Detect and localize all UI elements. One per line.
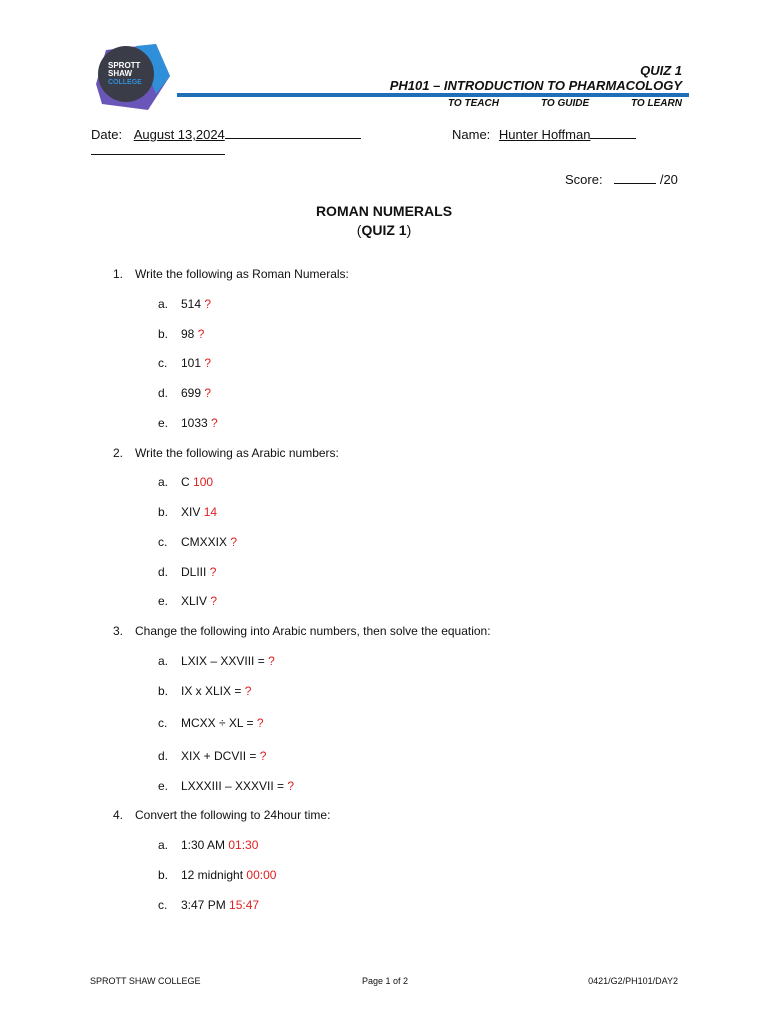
item-text: IX x XLIX = (181, 684, 242, 698)
date-underline (225, 127, 361, 139)
score-row (565, 172, 678, 187)
question-text: Write the following as Roman Numerals: (135, 267, 349, 281)
item-answer[interactable]: 01:30 (228, 838, 259, 852)
subtitle-text: QUIZ 1 (361, 222, 407, 238)
item-text: 3:47 PM (181, 898, 226, 912)
question-3 (113, 624, 491, 638)
date-row (91, 127, 361, 142)
name-value[interactable]: Hunter Hoffman (498, 127, 591, 142)
item-text: XIX + DCVII = (181, 749, 257, 763)
item-letter: a. (158, 475, 169, 489)
item-letter: d. (158, 749, 169, 763)
list-item (158, 535, 237, 549)
item-answer[interactable]: ? (204, 386, 212, 400)
item-text: 98 (181, 327, 195, 341)
logo-text-2: SHAW (108, 69, 132, 78)
date-label: Date: (91, 127, 123, 142)
item-text: LXIX – XXVIII = (181, 654, 265, 668)
list-item (158, 356, 211, 370)
item-answer[interactable]: ? (211, 416, 218, 430)
list-item (158, 565, 216, 579)
question-2 (113, 446, 339, 460)
page-title: ROMAN NUMERALS (315, 203, 453, 219)
question-4 (113, 808, 330, 822)
item-letter: b. (158, 684, 169, 698)
subtitle-close-paren: ) (406, 222, 412, 238)
name-underline (590, 127, 636, 139)
item-text: 101 (181, 356, 202, 370)
list-item (158, 898, 259, 912)
college-logo (96, 44, 170, 110)
name-label: Name: (452, 127, 491, 142)
item-answer[interactable]: ? (259, 749, 267, 763)
item-letter: a. (158, 297, 169, 311)
course-title: PH101 – INTRODUCTION TO PHARMACOLOGY (389, 78, 682, 93)
logo-text-1: SPROTT (108, 61, 141, 70)
date-continuation-line (91, 154, 225, 155)
item-text: 699 (181, 386, 202, 400)
page-subtitle (0, 222, 768, 238)
list-item (158, 779, 294, 793)
item-letter: a. (158, 654, 169, 668)
question-number: 3. (113, 624, 124, 638)
quiz-label: QUIZ 1 (640, 63, 682, 78)
item-text: DLIII (181, 565, 207, 579)
score-blank[interactable] (614, 172, 656, 184)
item-answer[interactable]: ? (244, 684, 252, 698)
question-number: 1. (113, 267, 124, 281)
item-answer[interactable]: 100 (193, 475, 214, 489)
item-letter: c. (158, 535, 168, 549)
subtitle-open-paren: ( (356, 222, 362, 238)
list-item (158, 416, 218, 430)
item-text: CMXXIX (181, 535, 228, 549)
item-letter: e. (158, 416, 169, 430)
question-text: Write the following as Arabic numbers: (135, 446, 339, 460)
score-label: Score: (565, 172, 603, 187)
question-text: Change the following into Arabic numbers, then solve the equation: (135, 624, 491, 638)
header-rule (177, 93, 689, 97)
question-text: Convert the following to 24hour time: (135, 808, 331, 822)
question-1 (113, 267, 349, 281)
list-item (158, 838, 258, 852)
list-item (158, 475, 213, 489)
item-letter: e. (158, 779, 169, 793)
logo-text-3: COLLEGE (108, 79, 142, 86)
item-letter: b. (158, 327, 169, 341)
item-answer[interactable]: 15:47 (229, 898, 260, 912)
motto-guide: TO GUIDE (541, 98, 590, 109)
question-number: 2. (113, 446, 124, 460)
item-letter: e. (158, 594, 169, 608)
footer-left: SPROTT SHAW COLLEGE (90, 976, 201, 986)
item-text: 1:30 AM (181, 838, 226, 852)
item-answer[interactable]: 14 (203, 505, 218, 519)
motto-learn: TO LEARN (631, 98, 682, 109)
item-answer[interactable]: ? (204, 356, 212, 370)
item-text: MCXX ÷ XL = (181, 716, 254, 730)
list-item (158, 386, 211, 400)
list-item (158, 594, 217, 608)
item-letter: b. (158, 505, 169, 519)
item-answer[interactable]: ? (204, 297, 212, 311)
question-number: 4. (113, 808, 124, 822)
list-item (158, 327, 204, 341)
date-value[interactable]: August 13,2024 (133, 127, 225, 142)
item-answer[interactable]: ? (197, 327, 205, 341)
item-text: 12 midnight (181, 868, 244, 882)
item-answer[interactable]: ? (256, 716, 264, 730)
item-text: XIV (181, 505, 201, 519)
item-answer[interactable]: ? (230, 535, 238, 549)
item-answer[interactable]: ? (268, 654, 275, 668)
list-item (158, 868, 276, 882)
item-letter: d. (158, 386, 169, 400)
item-text: 1033 (181, 416, 208, 430)
list-item (158, 716, 264, 730)
item-answer[interactable]: ? (210, 594, 218, 608)
item-letter: a. (158, 838, 169, 852)
item-letter: d. (158, 565, 169, 579)
list-item (158, 505, 217, 519)
name-row (452, 127, 636, 142)
list-item (158, 297, 211, 311)
footer-right: 0421/G2/PH101/DAY2 (588, 976, 678, 986)
item-text: XLIV (181, 594, 208, 608)
list-item (158, 749, 266, 763)
list-item (158, 654, 275, 668)
item-letter: c. (158, 898, 168, 912)
footer-page-number: Page 1 of 2 (362, 976, 409, 986)
item-letter: b. (158, 868, 169, 882)
item-text: C (181, 475, 190, 489)
score-total: /20 (659, 172, 678, 187)
item-letter: c. (158, 356, 168, 370)
item-text: 514 (181, 297, 202, 311)
item-answer[interactable]: 00:00 (246, 868, 277, 882)
item-answer[interactable]: ? (287, 779, 295, 793)
motto-teach: TO TEACH (448, 98, 499, 109)
item-answer[interactable]: ? (209, 565, 217, 579)
item-text: LXXXIII – XXXVII = (181, 779, 285, 793)
list-item (158, 684, 251, 698)
item-letter: c. (158, 716, 168, 730)
